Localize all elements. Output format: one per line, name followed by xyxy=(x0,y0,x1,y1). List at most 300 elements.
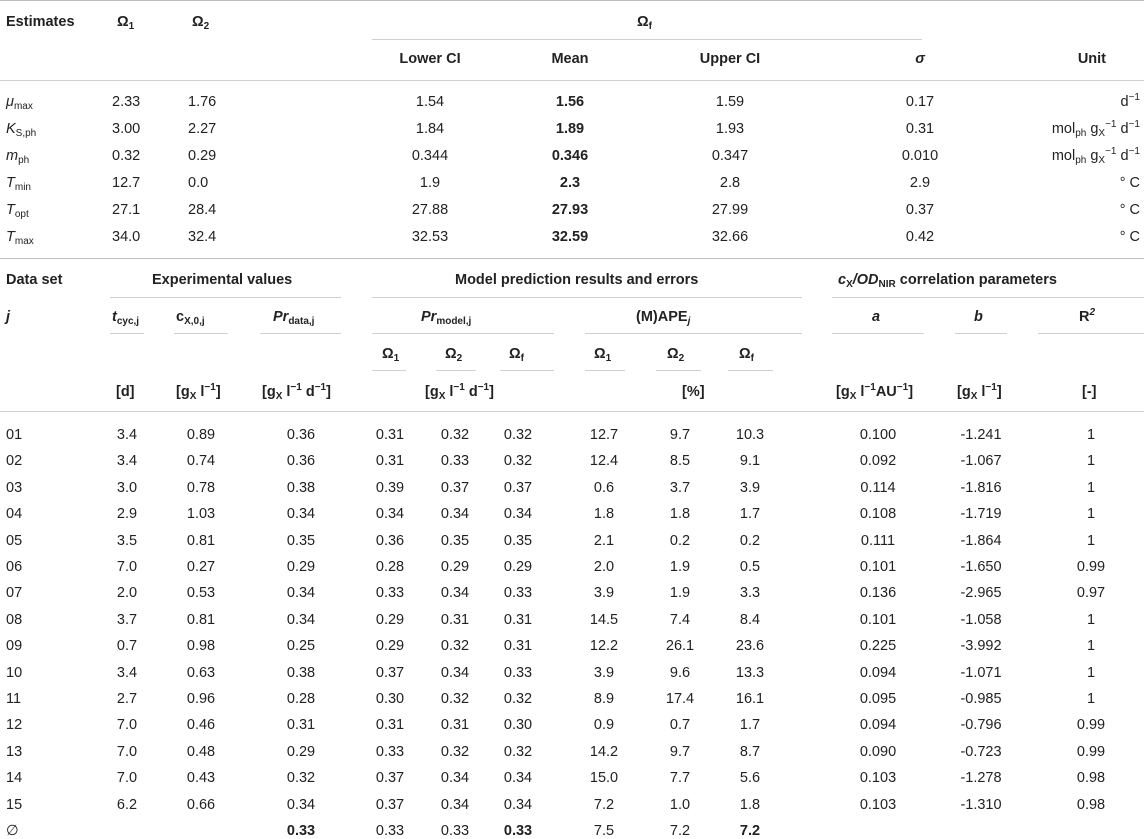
cell-up: 1.93 xyxy=(715,121,745,137)
cell-prmodel-o1: 0.30 xyxy=(375,691,405,707)
cell-prdata: 0.36 xyxy=(286,453,316,469)
dataset-header: Data set xyxy=(6,272,63,288)
cell-corr-b: -1.650 xyxy=(960,559,1002,575)
cell-prmodel-of: 0.32 xyxy=(503,427,533,443)
cell-ape-of: 1.7 xyxy=(739,506,761,522)
cell-prmodel-o2: 0.37 xyxy=(440,480,470,496)
cell-prmodel-of: 0.32 xyxy=(503,744,533,760)
pm-omega1-header: $\Omega_1$ xyxy=(382,346,400,364)
cell-mean: 32.59 xyxy=(551,229,589,245)
cell-ape-o1: 1.8 xyxy=(593,506,615,522)
cell-cx0: 0.63 xyxy=(186,665,216,681)
cell-lo: 0.344 xyxy=(411,148,449,164)
top-header-rule xyxy=(0,80,1144,81)
cell-ape-of: 8.7 xyxy=(739,744,761,760)
cell-dataset: 05 xyxy=(6,533,23,549)
cell-tcyc: 3.4 xyxy=(116,665,138,681)
cell-sig: 0.010 xyxy=(901,148,939,164)
cell-cx0: 0.89 xyxy=(186,427,216,443)
cell-ape-of: 0.2 xyxy=(739,533,761,549)
pm-omega2-header: $\Omega_2$ xyxy=(445,346,463,364)
cell-corr-r2: 0.98 xyxy=(1076,797,1106,813)
unit-d: [d] xyxy=(116,384,135,400)
cell-prmodel-o1: 0.28 xyxy=(375,559,405,575)
cell-corr-b: -1.310 xyxy=(960,797,1002,813)
cell-prmodel-o2: 0.32 xyxy=(440,638,470,654)
cell-up: 27.99 xyxy=(711,202,749,218)
cell-prmodel-o2: 0.34 xyxy=(440,770,470,786)
estimates-header: Estimates xyxy=(6,14,75,30)
prdata-underline xyxy=(260,333,341,334)
mape-underline xyxy=(585,333,802,334)
cell-ape-of: 0.5 xyxy=(739,559,761,575)
cell-ape-o2: 1.8 xyxy=(669,506,691,522)
cell-corr-a: 0.114 xyxy=(860,480,896,496)
cell-o1: 3.00 xyxy=(112,121,141,137)
cell-sig: 2.9 xyxy=(909,175,931,191)
mid-rule xyxy=(0,258,1144,259)
cell-tcyc: 3.4 xyxy=(116,453,138,469)
cell-lo: 1.84 xyxy=(415,121,445,137)
cell-unit: ° C xyxy=(1119,229,1140,245)
prdata-header: $Pr_{data,j}$ xyxy=(273,309,315,327)
cell-up: 0.347 xyxy=(711,148,749,164)
cell-o2: 32.4 xyxy=(188,229,217,245)
cell-dataset: 14 xyxy=(6,770,23,786)
bottom-header-rule xyxy=(0,411,1144,412)
cell-tcyc: 3.7 xyxy=(116,612,138,628)
cell-prdata: 0.34 xyxy=(286,612,316,628)
cell-prmodel-o2: 0.31 xyxy=(440,612,470,628)
cell-tcyc: 6.2 xyxy=(116,797,138,813)
cell-prdata: 0.38 xyxy=(286,665,316,681)
exp-underline xyxy=(110,297,341,298)
cell-lo: 27.88 xyxy=(411,202,449,218)
cell-dataset: 08 xyxy=(6,612,23,628)
b-underline xyxy=(955,333,1007,334)
cell-prmodel-of: 0.34 xyxy=(503,770,533,786)
cell-corr-a: 0.103 xyxy=(859,770,897,786)
cell-corr-r2: 1 xyxy=(1086,506,1096,522)
model-header: Model prediction results and errors xyxy=(455,272,699,288)
cell-tcyc: 7.0 xyxy=(116,744,138,760)
cell-prmodel-of: 0.31 xyxy=(503,638,533,654)
cell-dataset: 01 xyxy=(6,427,23,443)
cell-o1: 27.1 xyxy=(112,202,141,218)
cell-unit: ° C xyxy=(1119,202,1140,218)
pm-omegaf-header: $\Omega_f$ xyxy=(509,346,524,364)
cell-sig: 0.31 xyxy=(905,121,935,137)
cell-ape-o2: 9.7 xyxy=(669,427,691,443)
pm-o1-underline xyxy=(372,370,406,371)
cell-corr-r2: 1 xyxy=(1086,665,1096,681)
cell-corr-a: 0.108 xyxy=(859,506,897,522)
avg-cell-ef: 7.2 xyxy=(739,823,761,839)
cell-ape-o1: 3.9 xyxy=(593,585,615,601)
cell-corr-b: -2.965 xyxy=(960,585,1002,601)
a-header: a xyxy=(872,309,881,325)
cell-ape-o2: 26.1 xyxy=(665,638,695,654)
param-label: $\mu_{max}$ xyxy=(6,94,33,112)
j-header: j xyxy=(6,309,11,325)
top-rule xyxy=(0,0,1144,1)
unit-pct: [%] xyxy=(682,384,705,400)
cell-o2: 0.29 xyxy=(188,148,217,164)
cell-ape-o1: 0.9 xyxy=(593,717,615,733)
e-omegaf-header: $\Omega_f$ xyxy=(739,346,754,364)
cell-corr-a: 0.101 xyxy=(859,559,897,575)
cell-ape-o2: 0.7 xyxy=(669,717,691,733)
cell-prdata: 0.35 xyxy=(286,533,316,549)
cell-o2: 0.0 xyxy=(188,175,209,191)
cell-ape-o1: 14.5 xyxy=(589,612,619,628)
cell-dataset: 06 xyxy=(6,559,23,575)
cell-prmodel-o2: 0.32 xyxy=(440,691,470,707)
cell-corr-a: 0.101 xyxy=(859,612,897,628)
cell-prmodel-o1: 0.39 xyxy=(375,480,405,496)
param-label: $m_{ph}$ xyxy=(6,148,30,166)
cell-prmodel-o1: 0.33 xyxy=(375,744,405,760)
cell-corr-b: -1.864 xyxy=(960,533,1002,549)
unit-b: [$g_X$ $l^{-1}$] xyxy=(957,382,1002,402)
cell-dataset: 12 xyxy=(6,717,23,733)
avg-cell-pm1: 0.33 xyxy=(375,823,405,839)
avg-cell-e2: 7.2 xyxy=(669,823,691,839)
unit-header: Unit xyxy=(1077,51,1106,67)
cell-corr-b: -3.992 xyxy=(960,638,1002,654)
omega1-header: $\Omega_1$ xyxy=(117,14,135,32)
cell-corr-r2: 0.99 xyxy=(1076,559,1106,575)
cell-prdata: 0.25 xyxy=(286,638,316,654)
upper-ci-header: Upper CI xyxy=(699,51,761,67)
cell-corr-a: 0.094 xyxy=(859,665,897,681)
cell-ape-of: 9.1 xyxy=(739,453,761,469)
cell-prmodel-of: 0.34 xyxy=(503,506,533,522)
cell-ape-o2: 9.6 xyxy=(669,665,691,681)
cell-ape-o1: 0.6 xyxy=(593,480,615,496)
cell-dataset: 11 xyxy=(6,691,22,707)
cell-ape-o2: 17.4 xyxy=(665,691,695,707)
cell-o1: 12.7 xyxy=(112,175,141,191)
cell-lo: 1.9 xyxy=(419,175,441,191)
cell-ape-of: 13.3 xyxy=(735,665,765,681)
avg-cell-prdata: 0.33 xyxy=(286,823,316,839)
cell-corr-r2: 1 xyxy=(1086,691,1096,707)
cell-dataset: 04 xyxy=(6,506,23,522)
cell-ape-o1: 12.2 xyxy=(589,638,619,654)
cell-lo: 1.54 xyxy=(415,94,445,110)
cell-ape-of: 1.8 xyxy=(739,797,761,813)
cell-prmodel-o2: 0.29 xyxy=(440,559,470,575)
cell-corr-b: -1.816 xyxy=(960,480,1002,496)
cell-corr-r2: 1 xyxy=(1086,480,1096,496)
cell-prmodel-o2: 0.34 xyxy=(440,506,470,522)
cell-prmodel-o2: 0.35 xyxy=(440,533,470,549)
cell-cx0: 0.53 xyxy=(186,585,216,601)
cell-corr-a: 0.100 xyxy=(859,427,897,443)
cell-tcyc: 0.7 xyxy=(116,638,138,654)
cell-sig: 0.17 xyxy=(905,94,935,110)
cell-unit: ° C xyxy=(1119,175,1140,191)
cell-tcyc: 3.0 xyxy=(116,480,138,496)
cell-ape-o2: 8.5 xyxy=(669,453,691,469)
cell-ape-o1: 2.1 xyxy=(593,533,615,549)
cell-up: 1.59 xyxy=(715,94,745,110)
cell-prmodel-of: 0.29 xyxy=(503,559,533,575)
cell-prmodel-of: 0.34 xyxy=(503,797,533,813)
cell-cx0: 0.27 xyxy=(186,559,216,575)
cell-ape-o2: 1.9 xyxy=(669,559,691,575)
cell-prmodel-o1: 0.33 xyxy=(375,585,405,601)
cell-corr-b: -1.241 xyxy=(960,427,1002,443)
cell-prmodel-o1: 0.31 xyxy=(375,453,405,469)
cell-prdata: 0.34 xyxy=(286,797,316,813)
cell-ape-o1: 14.2 xyxy=(589,744,619,760)
cell-cx0: 0.43 xyxy=(186,770,216,786)
param-label: $T_{max}$ xyxy=(6,229,34,247)
prmodel-underline xyxy=(372,333,554,334)
cell-corr-r2: 1 xyxy=(1086,533,1096,549)
cell-ape-o2: 0.2 xyxy=(669,533,691,549)
cell-tcyc: 2.7 xyxy=(116,691,138,707)
unit-a: [$g_X$ $l^{-1}AU^{-1}$] xyxy=(836,382,914,402)
cell-corr-a: 0.094 xyxy=(859,717,897,733)
cell-ape-of: 3.3 xyxy=(739,585,761,601)
cell-tcyc: 7.0 xyxy=(116,770,138,786)
cell-ape-of: 16.1 xyxy=(735,691,765,707)
cell-cx0: 0.78 xyxy=(186,480,216,496)
cell-corr-r2: 0.98 xyxy=(1076,770,1106,786)
cell-ape-of: 10.3 xyxy=(735,427,765,443)
cell-sig: 0.37 xyxy=(905,202,935,218)
avg-cell-pm2: 0.33 xyxy=(440,823,470,839)
cell-corr-a: 0.092 xyxy=(859,453,897,469)
mape-header: $(M)APE_j$ xyxy=(636,309,691,327)
experimental-header: Experimental values xyxy=(152,272,293,288)
cell-corr-b: -1.067 xyxy=(960,453,1002,469)
cell-prmodel-of: 0.31 xyxy=(503,612,533,628)
cell-corr-r2: 0.97 xyxy=(1076,585,1106,601)
cell-o1: 2.33 xyxy=(112,94,141,110)
cell-ape-o1: 8.9 xyxy=(593,691,615,707)
e-omega2-header: $\Omega_2$ xyxy=(667,346,685,364)
model-underline xyxy=(372,297,802,298)
cell-ape-o2: 7.7 xyxy=(669,770,691,786)
unit-r2: [-] xyxy=(1082,384,1097,400)
cell-ape-o2: 7.4 xyxy=(669,612,691,628)
cell-o2: 28.4 xyxy=(188,202,217,218)
e-omega1-header: $\Omega_1$ xyxy=(594,346,612,364)
avg-cell-pmf: 0.33 xyxy=(503,823,533,839)
param-label: $T_{opt}$ xyxy=(6,202,29,220)
cell-up: 32.66 xyxy=(711,229,749,245)
cell-prmodel-o2: 0.33 xyxy=(440,453,470,469)
r2-underline xyxy=(1038,333,1144,334)
cell-dataset: 02 xyxy=(6,453,23,469)
cell-mean: 27.93 xyxy=(551,202,589,218)
cell-ape-o1: 12.7 xyxy=(589,427,619,443)
cell-o1: 0.32 xyxy=(112,148,141,164)
cell-prdata: 0.28 xyxy=(286,691,316,707)
cell-dataset: 09 xyxy=(6,638,23,654)
r2-header: $R^2$ xyxy=(1079,307,1096,325)
cell-prdata: 0.36 xyxy=(286,427,316,443)
cell-o2: 1.76 xyxy=(188,94,217,110)
unit-cx: [$g_X$ $l^{-1}$] xyxy=(176,382,221,402)
cell-tcyc: 2.9 xyxy=(116,506,138,522)
cell-tcyc: 2.0 xyxy=(116,585,138,601)
cell-corr-b: -0.796 xyxy=(960,717,1002,733)
cell-prdata: 0.38 xyxy=(286,480,316,496)
cell-cx0: 0.48 xyxy=(186,744,216,760)
cell-corr-a: 0.111 xyxy=(860,533,896,549)
cell-cx0: 0.66 xyxy=(186,797,216,813)
cell-lo: 32.53 xyxy=(411,229,449,245)
cell-prmodel-o1: 0.37 xyxy=(375,665,405,681)
cell-ape-o1: 7.2 xyxy=(593,797,615,813)
cell-ape-of: 1.7 xyxy=(739,717,761,733)
cell-prdata: 0.32 xyxy=(286,770,316,786)
cell-tcyc: 3.4 xyxy=(116,427,138,443)
cell-ape-o1: 12.4 xyxy=(589,453,619,469)
cell-dataset: 13 xyxy=(6,744,23,760)
cell-prdata: 0.29 xyxy=(286,744,316,760)
pm-o2-underline xyxy=(436,370,476,371)
cell-prmodel-o2: 0.34 xyxy=(440,585,470,601)
cx0-underline xyxy=(174,333,228,334)
cell-prmodel-o2: 0.31 xyxy=(440,717,470,733)
cell-prdata: 0.29 xyxy=(286,559,316,575)
cell-cx0: 0.46 xyxy=(186,717,216,733)
omegaf-header: $\Omega_f$ xyxy=(637,14,652,32)
avg-cell-label: ∅ xyxy=(6,823,19,839)
cell-cx0: 0.74 xyxy=(186,453,216,469)
cell-dataset: 15 xyxy=(6,797,23,813)
cell-corr-r2: 0.99 xyxy=(1076,744,1106,760)
unit-prmodel: [$g_X$ $l^{-1}$ $d^{-1}$] xyxy=(425,382,494,402)
cell-dataset: 07 xyxy=(6,585,23,601)
cell-prmodel-of: 0.37 xyxy=(503,480,533,496)
cell-ape-of: 8.4 xyxy=(739,612,761,628)
cell-prmodel-o1: 0.36 xyxy=(375,533,405,549)
param-label: $T_{min}$ xyxy=(6,175,31,193)
cell-ape-of: 3.9 xyxy=(739,480,761,496)
a-underline xyxy=(832,333,924,334)
cell-prdata: 0.34 xyxy=(286,506,316,522)
cell-prmodel-of: 0.33 xyxy=(503,585,533,601)
cell-prmodel-of: 0.30 xyxy=(503,717,533,733)
cell-ape-o2: 1.9 xyxy=(669,585,691,601)
cell-ape-o1: 2.0 xyxy=(593,559,615,575)
cell-corr-r2: 1 xyxy=(1086,427,1096,443)
cell-ape-o1: 3.9 xyxy=(593,665,615,681)
tcyc-underline xyxy=(110,333,144,334)
cell-cx0: 0.81 xyxy=(186,533,216,549)
cx0-header: $c_{X,0,j}$ xyxy=(176,309,205,327)
cell-ape-o2: 1.0 xyxy=(669,797,691,813)
corr-underline xyxy=(832,297,1144,298)
cell-prmodel-o2: 0.34 xyxy=(440,665,470,681)
mean-header: Mean xyxy=(551,51,589,67)
cell-mean: 1.89 xyxy=(555,121,585,137)
cell-up: 2.8 xyxy=(719,175,741,191)
cell-corr-a: 0.225 xyxy=(859,638,897,654)
cell-cx0: 0.96 xyxy=(186,691,216,707)
cell-dataset: 03 xyxy=(6,480,23,496)
cell-o2: 2.27 xyxy=(188,121,217,137)
pm-of-underline xyxy=(500,370,554,371)
cell-prmodel-o1: 0.29 xyxy=(375,638,405,654)
cell-ape-o2: 9.7 xyxy=(669,744,691,760)
cell-prdata: 0.34 xyxy=(286,585,316,601)
cell-corr-r2: 1 xyxy=(1086,453,1096,469)
cell-cx0: 0.81 xyxy=(186,612,216,628)
cell-prmodel-of: 0.35 xyxy=(503,533,533,549)
cell-corr-b: -1.719 xyxy=(960,506,1002,522)
cell-corr-b: -1.058 xyxy=(960,612,1002,628)
cell-unit: $d^{-1}$ xyxy=(1120,92,1140,110)
cell-prmodel-o1: 0.31 xyxy=(375,717,405,733)
cell-prmodel-of: 0.32 xyxy=(503,691,533,707)
omegaf-underline xyxy=(372,39,922,40)
b-header: b xyxy=(974,309,983,325)
cell-prdata: 0.31 xyxy=(286,717,316,733)
unit-prdata: [$g_X$ $l^{-1}$ $d^{-1}$] xyxy=(262,382,331,402)
lower-ci-header: Lower CI xyxy=(399,51,461,67)
prmodel-header: $Pr_{model,j}$ xyxy=(421,309,472,327)
cell-cx0: 0.98 xyxy=(186,638,216,654)
cell-tcyc: 7.0 xyxy=(116,559,138,575)
e-of-underline xyxy=(728,370,773,371)
cell-cx0: 1.03 xyxy=(186,506,216,522)
cell-corr-a: 0.095 xyxy=(859,691,897,707)
cell-prmodel-o2: 0.32 xyxy=(440,744,470,760)
param-label: $K_{S,ph}$ xyxy=(6,121,37,139)
cell-ape-o2: 3.7 xyxy=(669,480,691,496)
omega2-header: $\Omega_2$ xyxy=(192,14,210,32)
cell-prmodel-o2: 0.34 xyxy=(440,797,470,813)
cell-corr-r2: 1 xyxy=(1086,612,1096,628)
cell-corr-a: 0.103 xyxy=(859,797,897,813)
cell-mean: 0.346 xyxy=(551,148,589,164)
cell-sig: 0.42 xyxy=(905,229,935,245)
cell-corr-a: 0.136 xyxy=(859,585,897,601)
cell-corr-b: -0.985 xyxy=(960,691,1002,707)
cell-corr-r2: 1 xyxy=(1086,638,1096,654)
cell-prmodel-o1: 0.37 xyxy=(375,797,405,813)
cell-prmodel-o1: 0.34 xyxy=(375,506,405,522)
cell-mean: 2.3 xyxy=(559,175,581,191)
cell-ape-of: 5.6 xyxy=(739,770,761,786)
avg-cell-e1: 7.5 xyxy=(593,823,615,839)
e-o2-underline xyxy=(656,370,701,371)
cell-ape-of: 23.6 xyxy=(735,638,765,654)
cell-prmodel-of: 0.32 xyxy=(503,453,533,469)
cell-corr-b: -0.723 xyxy=(960,744,1002,760)
cell-prmodel-o1: 0.31 xyxy=(375,427,405,443)
cell-o1: 34.0 xyxy=(112,229,141,245)
cell-dataset: 10 xyxy=(6,665,23,681)
cell-corr-b: -1.278 xyxy=(960,770,1002,786)
cell-tcyc: 7.0 xyxy=(116,717,138,733)
cell-corr-a: 0.090 xyxy=(859,744,897,760)
cell-unit: mol$_{ph}$ $g_X^{-1}$ $d^{-1}$ xyxy=(1051,146,1140,166)
cell-tcyc: 3.5 xyxy=(116,533,138,549)
cell-corr-b: -1.071 xyxy=(960,665,1002,681)
cell-corr-r2: 0.99 xyxy=(1076,717,1106,733)
sigma-header: σ xyxy=(915,51,925,67)
cell-unit: mol$_{ph}$ $g_X^{-1}$ $d^{-1}$ xyxy=(1051,119,1140,139)
